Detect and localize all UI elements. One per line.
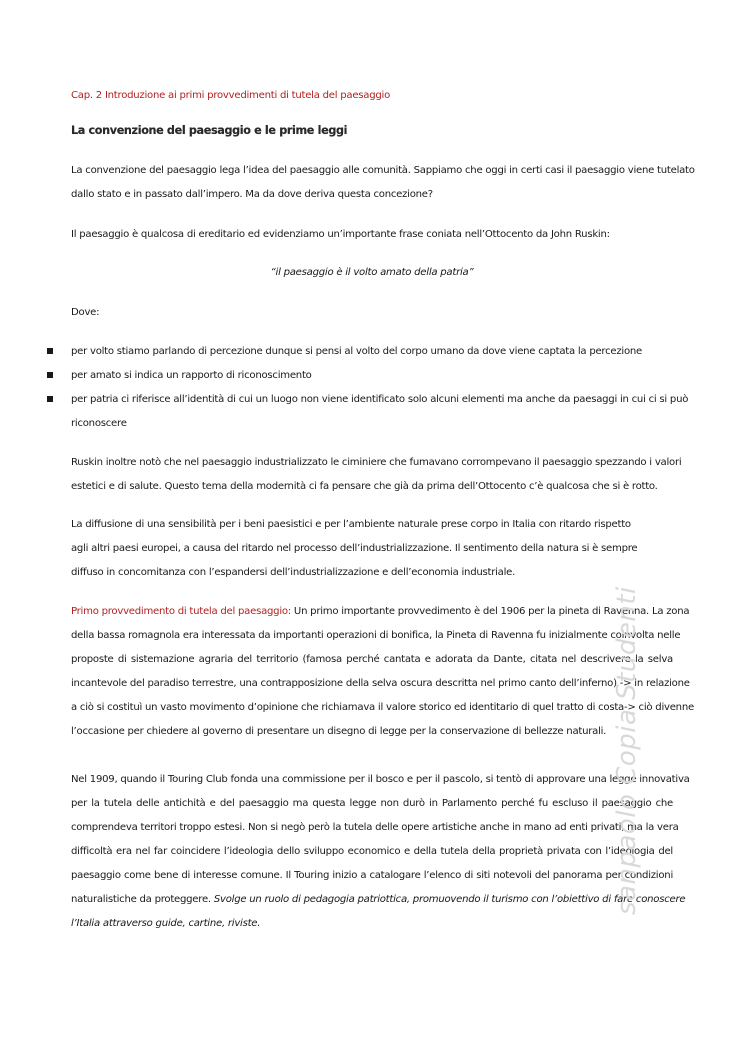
ruskin-paragraph-line-1: Ruskin inoltre notò che nel paesaggio industrializzato le ciminiere che fumavano corrompevano il paesaggio spezzando i valori [71, 457, 682, 468]
ruskin-intro-line: Il paesaggio è qualcosa di ereditario ed evidenziamo un’importante frase coniata nell’Ottocento da John Ruskin: [71, 229, 610, 240]
section-heading: La convenzione del paesaggio e le prime leggi [71, 124, 348, 137]
touring-line-6 [71, 893, 686, 907]
first-measure-line-6: l’occasione per chiedere al governo di presentare un disegno di legge per la conservazione di bellezze naturali. [71, 726, 607, 737]
bullet-item-volto: per volto stiamo parlando di percezione dunque si pensi al volto del corpo umano da dove viene captata la percezione [71, 346, 643, 357]
touring-line-3: comprendeva territori troppo estesi. Non si negò però la tutela delle opere artistiche anche in mano ad enti privati, ma la vera [71, 822, 679, 833]
touring-line-4: difficoltà era nel far coincidere l’ideologia dello sviluppo economico e della tutela della proprietà privata con l’ideologia del [71, 846, 673, 857]
diffusion-line-1: La diffusione di una sensibilità per i beni paesistici e per l’ambiente naturale prese corpo in Italia con ritardo rispetto [71, 519, 631, 530]
bullet-item-amato: per amato si indica un rapporto di riconoscimento [71, 370, 312, 381]
watermark: sanpaolo Copia Studenti [612, 586, 642, 915]
intro-line-1: La convenzione del paesaggio lega l’idea del paesaggio alle comunità. Sappiamo che oggi in certi casi il paesaggio viene tutelato [71, 165, 695, 176]
first-measure-line-2: della bassa romagnola era interessata da importanti operazioni di bonifica, la Pineta di Ravenna fu inizialmente coinvolta nelle [71, 630, 681, 641]
chapter-title: Cap. 2 Introduzione ai primi provvedimenti di tutela del paesaggio [71, 90, 391, 101]
ruskin-quote: “il paesaggio è il volto amato della patria” [270, 267, 474, 278]
diffusion-line-2: agli altri paesi europei, a causa del ritardo nel processo dell’industrializzazione. Il sentimento della natura si è sempre [71, 543, 638, 554]
bullet-item-patria-cont: riconoscere [71, 418, 127, 429]
first-measure-line-3: proposte di sistemazione agraria del territorio (famosa perché cantata e adorata da Dante, citata nel descrivere la selva [71, 654, 673, 665]
touring-line-6-italic: Svolge un ruolo di pedagogia patriottica, promuovendo il turismo con l’obiettivo di fare conoscere [213, 894, 686, 905]
touring-line-1: Nel 1909, quando il Touring Club fonda una commissione per il bosco e per il pascolo, si tentò di approvare una legge innovativa [71, 774, 690, 785]
bullet-item-patria: per patria ci riferisce all’identità di cui un luogo non viene identificato solo alcuni elementi ma anche da paesaggi in cui ci si può [71, 394, 689, 405]
first-measure-line-5: a ciò si costituì un vasto movimento d’opinione che richiamava il valore storico ed identitario di quel tratto di costa-> ciò divenne [71, 702, 694, 713]
dove-label: Dove: [71, 307, 100, 318]
first-measure-line-4: incantevole del paradiso terrestre, una contrapposizione della selva oscura descritta nel primo canto dell’inferno) -> in relazione [71, 678, 690, 689]
bullet-marker [47, 372, 53, 378]
first-measure-label: Primo provvedimento di tutela del paesaggio: [71, 606, 291, 617]
first-measure-text: Un primo importante provvedimento è del 1906 per la pineta di Ravenna. La zona [290, 606, 690, 617]
ruskin-paragraph-line-2: estetici e di salute. Questo tema della modernità ci fa pensare che già da prima dell’Ottocento c’è qualcosa che si è rotto. [71, 481, 658, 492]
first-measure-line-1 [71, 605, 690, 619]
bullet-marker [47, 396, 53, 402]
touring-line-7: l’Italia attraverso guide, cartine, riviste. [71, 918, 261, 929]
touring-line-2: per la tutela delle antichità e del paesaggio ma questa legge non durò in Parlamento perché fu escluso il paesaggio che [71, 798, 673, 809]
intro-line-2: dallo stato e in passato dall’impero. Ma da dove deriva questa concezione? [71, 189, 433, 200]
diffusion-line-3: diffuso in concomitanza con l’espandersi dell’industrializzazione e dell’economia industriale. [71, 567, 516, 578]
touring-line-6-text: naturalistiche da proteggere. [71, 894, 214, 905]
bullet-marker [47, 348, 53, 354]
touring-line-5: paesaggio come bene di interesse comune. Il Touring inizio a catalogare l’elenco di siti notevoli del panorama per condizioni [71, 870, 673, 881]
